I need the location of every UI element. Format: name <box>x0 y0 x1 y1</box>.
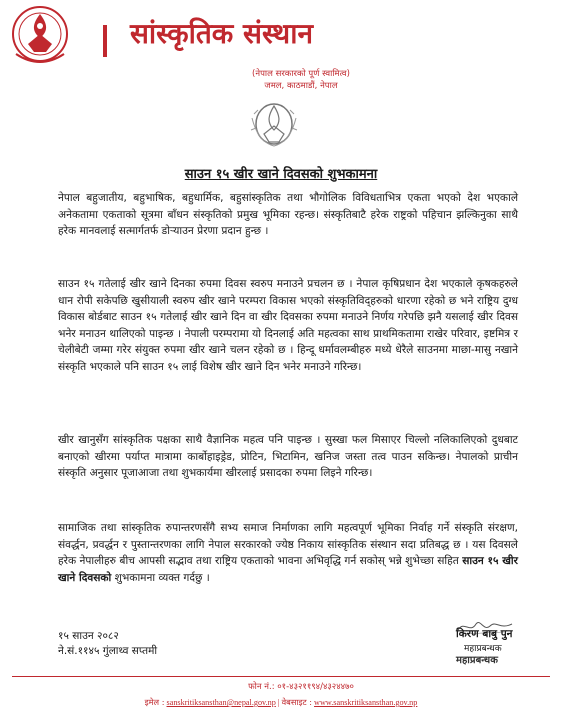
organization-address: जमल, काठमाडौं, नेपाल <box>264 81 338 91</box>
footer-divider <box>12 676 550 677</box>
date-bikram-sambat: १५ साउन २०८२ <box>58 630 119 642</box>
body-paragraph-3: खीर खानुसँग सांस्कृतिक पक्षका साथै वैज्ञानिक महत्व पनि पाइन्छ । सुस्खा फल मिसाएर चिल्लो नलिकालिएको दुधबाट बनाएको खीरमा पर्याप्त मात्रामा कार्बोहाइड्रेड, प्रोटिन, भिटामिन, खनिज जस्ता तत्व पाउन सकिन्छ। नेपालको प्राचीन संस्कृति अनुसार पूजाआजा तथा शुभकार्यमा खीरलाई प्रसादका रुपमा लिइने गरिन्छ। <box>58 434 518 480</box>
organization-name: सांस्कृतिक संस्थान <box>130 17 313 50</box>
emblem-icon <box>244 94 304 150</box>
footer-contact: इमेल : sanskritiksansthan@nepal.gov.np | वेबसाइट : www.sanskritiksansthan.gov.np <box>144 697 418 707</box>
organization-logo <box>10 4 70 68</box>
body-paragraph-4 <box>58 520 518 586</box>
header-divider <box>103 25 107 57</box>
email-link[interactable]: sanskritiksansthan@nepal.gov.np <box>166 698 276 707</box>
paragraph-4-text: सामाजिक तथा सांस्कृतिक रुपान्तरणसँगै सभ्य समाज निर्माणका लागि महत्वपूर्ण भूमिका निर्वाह गर्ने संस्कृति संरक्षण, संवर्द्धन, प्रवर्द्धन र पुस्तान्तरणका लागि नेपाल सरकारको ज्येष्ठ निकाय सांस्कृतिक संस्थान सदा प्रतिबद्ध छ । यस दिवसले हरेक नेपालीहरु बीच आपसी सद्भाव तथा राष्ट्रिय एकताको भावना अभिवृद्धि गर्न सकोस् भन्ने शुभेच्छा सहित <box>58 522 518 568</box>
website-label: वेबसाइट : <box>281 697 312 707</box>
signatory-title: महाप्रबन्धक <box>464 644 502 654</box>
signatory-stamp: महाप्रबन्धक <box>456 655 498 666</box>
paragraph-4-emphasis: साउन १५ खीर खाने दिवसको <box>58 555 518 584</box>
email-label: इमेल : <box>144 697 165 707</box>
website-link[interactable]: www.sanskritiksansthan.gov.np <box>314 698 418 707</box>
body-paragraph-1: नेपाल बहुजातीय, बहुभाषिक, बहुधार्मिक, बहुसांस्कृतिक तथा भौगोलिक विविधताभित्र एकता भएको देश भएकाले अनेकतामा एकताको सूत्रमा बाँधन संस्कृतिको प्रमुख भूमिका रहन्छ। संस्कृतिबाटै हरेक राष्ट्रको पहिचान झल्किनुका साथै हरेक मानवलाई सत्मार्गतर्फ डोर्‍याउन प्रेरणा प्रदान हुन्छ । <box>58 192 518 238</box>
paragraph-4-closing: शुभकामना व्यक्त गर्दछु । <box>114 571 210 584</box>
signatory-name: किरण बाबु पुन <box>456 628 513 640</box>
organization-subtitle: (नेपाल सरकारको पूर्ण स्वामित्व) <box>252 69 350 79</box>
footer-phone: फोन नं.: ०१-४३२११९४/४३२४४७० <box>248 682 354 692</box>
document-heading: साउन १५ खीर खाने दिवसको शुभकामना <box>184 167 378 182</box>
body-paragraph-2: साउन १५ गतेलाई खीर खाने दिनका रुपमा दिवस स्वरुप मनाउने प्रचलन छ । नेपाल कृषिप्रधान देश भएकाले कृषकहरुले धान रोपी सकेपछि खुसीयाली स्वरुप खीर खाने परम्परा विकास भएको संस्कृतिविद्हरुको धारणा रहेको छ भने राष्ट्रिय दुग्ध विकास बोर्डबाट साउन १५ गतेलाई खीर खाने दिन वा खीर दिवसका रुपमा मनाउने निर्णय गरेपछि झनै यसलाई खीर दिवस भनेर मनाउन थालिएको पाइन्छ । नेपाली परम्परामा यो दिनलाई अति महत्वका साथ प्राथमिकतामा राखेर परिवार, इष्टमित्र र चेलीबेटी जम्मा गरेर संयुक्त रुपमा खीर खाने चलन रहेको छ । हिन्दू धर्मावलम्बीहरु मध्ये धेरैले साउनमा माछा-मासु नखाने संस्कृति भएकाले पनि साउन १५ लाई विशेष खीर खाने दिन भनेर मनाउने गरिन्छ। <box>58 278 518 373</box>
date-nepal-sambat: ने.सं.११४५ गुंलाथ्व सप्तमी <box>58 645 158 657</box>
